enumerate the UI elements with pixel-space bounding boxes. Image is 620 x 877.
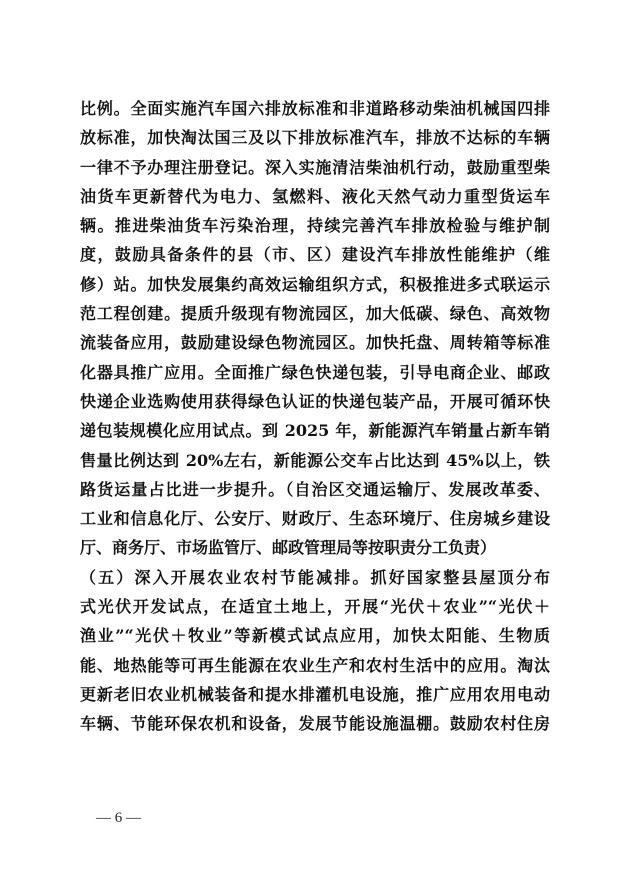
text-line: 厅、商务厅、市场监管厅、邮政管理局等按职责分工负责） (80, 538, 497, 558)
page-number: — 6 — (96, 810, 141, 826)
text-line: 放标准，加快淘汰国三及以下排放标准汽车，排放不达标的车辆 (80, 128, 550, 148)
body-text (80, 94, 550, 739)
text-line: 能、地热能等可再生能源在农业生产和农村生活中的应用。淘汰 (80, 655, 550, 675)
text-line: 售量比例达到 20%左右，新能源公交车占比达到 45%以上，铁 (80, 450, 550, 470)
text-line: 化器具推广应用。全面推广绿色快递包装，引导电商企业、邮政 (80, 362, 550, 382)
text-line: 度，鼓励具备条件的县（市、区）建设汽车排放性能维护（维 (80, 245, 550, 265)
text-line: 油货车更新替代为电力、氢燃料、液化天然气动力重型货运车 (80, 186, 550, 206)
text-line: 路货运量占比进一步提升。（自治区交通运输厅、发展改革委、 (80, 479, 550, 499)
text-line: 工业和信息化厅、公安厅、财政厅、生态环境厅、住房城乡建设 (80, 509, 550, 529)
text-line: 渔业”“光伏＋牧业”等新模式试点应用，加快太阳能、生物质 (80, 626, 550, 646)
text-line: 式光伏开发试点，在适宜土地上，开展“光伏＋农业”“光伏＋ (80, 597, 550, 617)
text-line: 比例。全面实施汽车国六排放标准和非道路移动柴油机械国四排 (80, 99, 550, 118)
text-line: 更新老旧农业机械装备和提水排灌机电设施，推广应用农用电动 (80, 684, 550, 704)
text-line: 递包装规模化应用试点。到 2025 年，新能源汽车销量占新车销 (80, 421, 550, 441)
text-line: （五）深入开展农业农村节能减排。抓好国家整县屋顶分布 (80, 567, 550, 587)
text-line: 快递企业选购使用获得绿色认证的快递包装产品，开展可循环快 (80, 391, 550, 411)
text-line: 修）站。加快发展集约高效运输组织方式，积极推进多式联运示 (80, 274, 550, 294)
text-line: 范工程创建。提质升级现有物流园区，加大低碳、绿色、高效物 (80, 304, 550, 324)
text-line: 一律不予办理注册登记。深入实施清洁柴油机行动，鼓励重型柴 (80, 157, 550, 177)
text-line: 辆。推进柴油货车污染治理，持续完善汽车排放检验与维护制 (80, 216, 550, 236)
text-line: 流装备应用，鼓励建设绿色物流园区。加快托盘、周转箱等标准 (80, 333, 550, 353)
text-line: 车辆、节能环保农机和设备，发展节能设施温棚。鼓励农村住房 (80, 714, 550, 734)
